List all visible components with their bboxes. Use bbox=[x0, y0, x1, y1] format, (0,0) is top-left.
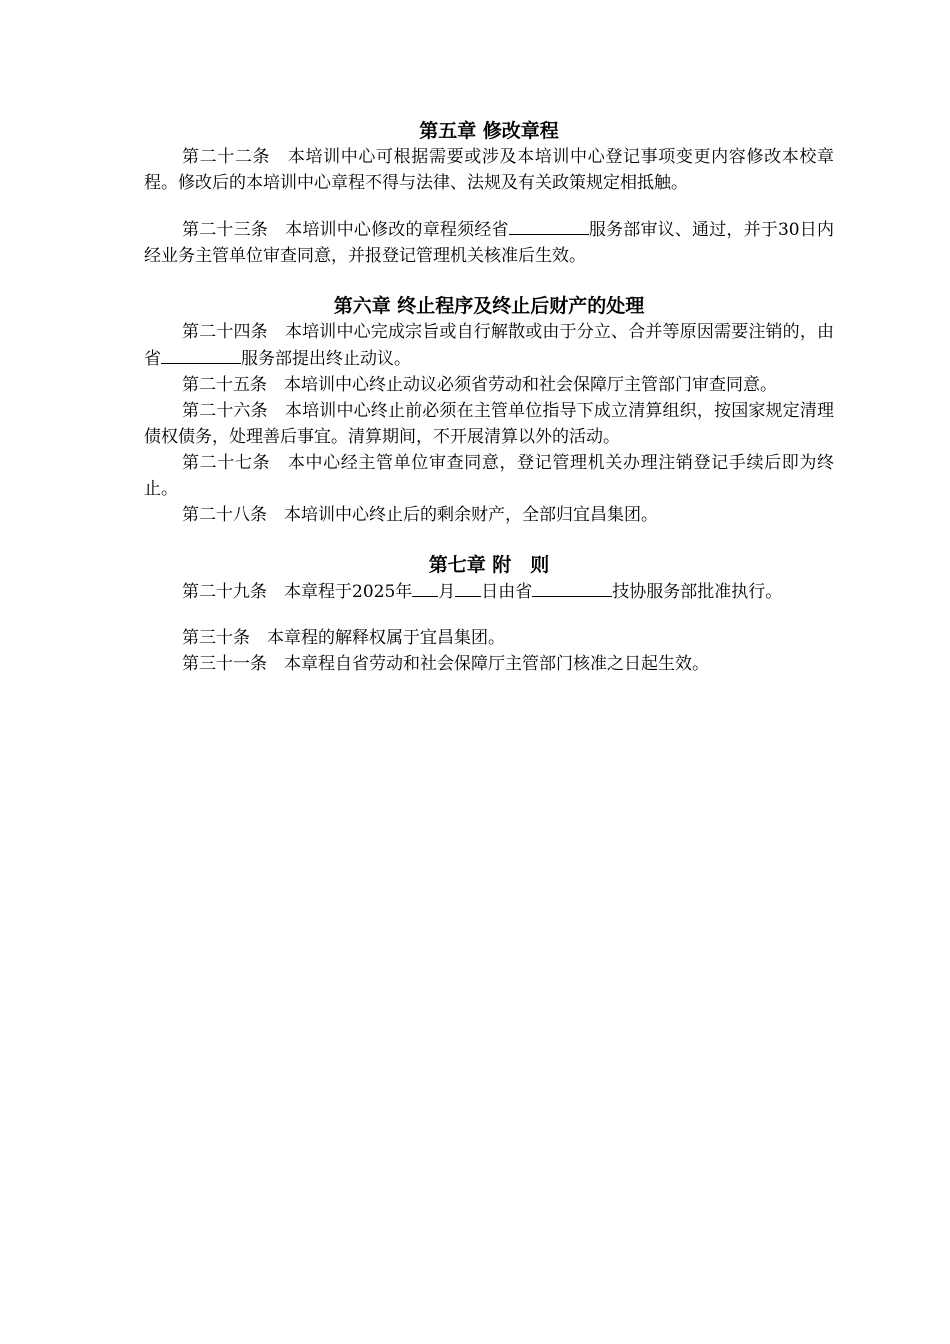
article-22: 第二十二条 本培训中心可根据需要或涉及本培训中心登记事项变更内容修改本校章程。修改后的本培训中心章程不得与法律、法规及有关政策规定相抵触。 bbox=[144, 147, 834, 193]
chapter-gap bbox=[144, 528, 834, 552]
document-page bbox=[144, 118, 834, 677]
chapter-title-7: 第七章 附 则 bbox=[428, 554, 550, 576]
article-25: 第二十五条 本培训中心终止动议必须省劳动和社会保障厅主管部门审查同意。 bbox=[182, 375, 777, 395]
article-29-part-1: 第二十九条 本章程于2025年 bbox=[182, 582, 413, 602]
fill-in-blank bbox=[532, 578, 612, 597]
article-26: 第二十六条 本培训中心终止前必须在主管单位指导下成立清算组织，按国家规定清理债权债务，处理善后事宜。清算期间，不开展清算以外的活动。 bbox=[144, 401, 834, 447]
article-24-text-before: 第二十四条 本培训中心完成宗旨或自行解散或由于分立、合并等原因需要注销的，由省 bbox=[144, 322, 834, 369]
article-29-part-4: 技协服务部批准执行。 bbox=[612, 582, 783, 602]
article-24-text-after: 服务部提出终止动议。 bbox=[241, 349, 411, 369]
fill-in-blank bbox=[161, 345, 241, 364]
chapter-title-6: 第六章 终止程序及终止后财产的处理 bbox=[333, 295, 645, 317]
article-29 bbox=[144, 578, 834, 605]
article-23-text-before: 第二十三条 本培训中心修改的章程须经省 bbox=[182, 220, 509, 240]
article-27: 第二十七条 本中心经主管单位审查同意，登记管理机关办理注销登记手续后即为终止。 bbox=[144, 453, 834, 499]
article-31: 第三十一条 本章程自省劳动和社会保障厅主管部门核准之日起生效。 bbox=[182, 654, 709, 674]
fill-in-blank-day bbox=[455, 578, 481, 597]
chapter-title-5: 第五章 修改章程 bbox=[419, 120, 559, 142]
article-28: 第二十八条 本培训中心终止后的剩余财产，全部归宜昌集团。 bbox=[182, 505, 658, 525]
article-23 bbox=[144, 216, 834, 269]
article-29-part-2: 月 bbox=[438, 582, 456, 602]
chapter-gap bbox=[144, 269, 834, 293]
fill-in-blank-month bbox=[412, 578, 438, 597]
paragraph-gap bbox=[144, 605, 834, 625]
article-30: 第三十条 本章程的解释权属于宜昌集团。 bbox=[182, 628, 505, 648]
fill-in-blank bbox=[509, 216, 589, 235]
article-29-part-3: 日由省 bbox=[481, 582, 533, 602]
article-24 bbox=[144, 319, 834, 372]
article-23-text-after: 服务部审议、通过，并于30日内经业务主管单位审查同意，并报登记管理机关核准后生效。 bbox=[144, 220, 835, 266]
paragraph-gap bbox=[144, 196, 834, 216]
